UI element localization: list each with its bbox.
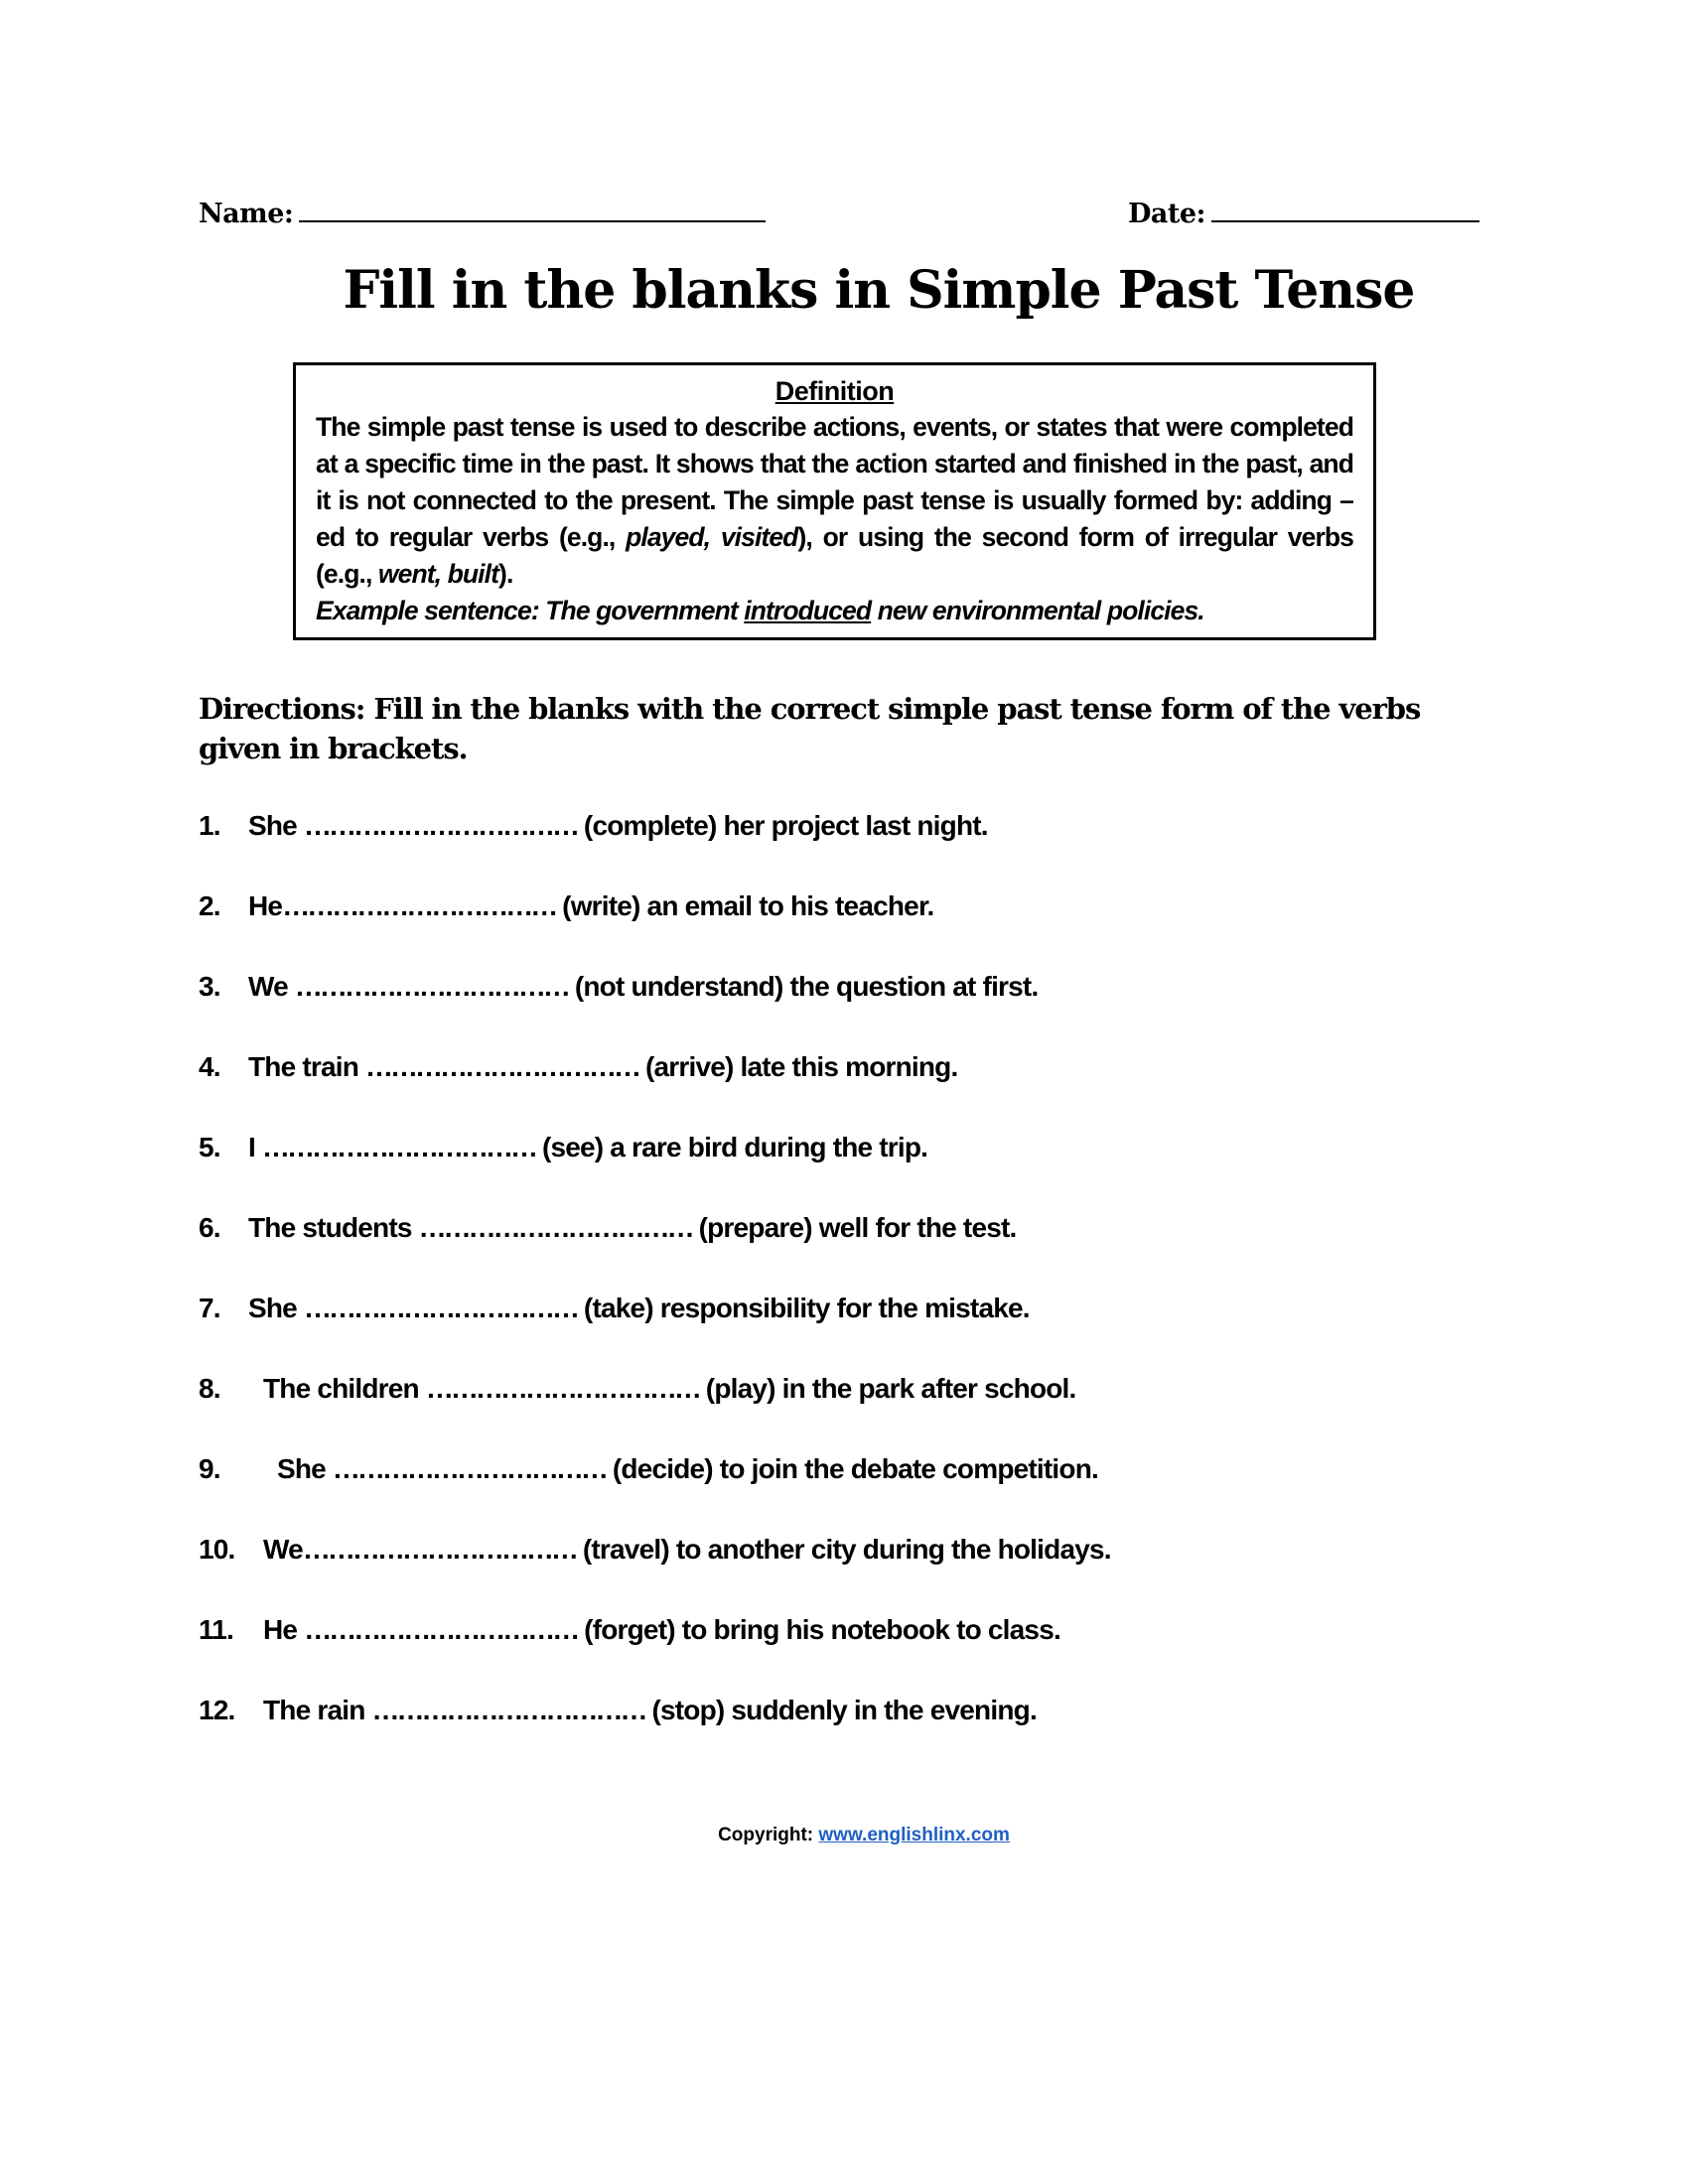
item-subject: He bbox=[263, 1614, 305, 1645]
directions: Directions: Fill in the blanks with the correct simple past tense form of the verbs given in brackets. bbox=[199, 692, 1421, 765]
definition-heading: Definition bbox=[774, 376, 895, 406]
answer-blank[interactable]: …………………………… bbox=[371, 1695, 645, 1725]
item-number: 5. bbox=[199, 1132, 220, 1162]
answer-blank[interactable]: …………………………… bbox=[425, 1373, 699, 1404]
copyright-footer bbox=[0, 1825, 1688, 1846]
exercise-list bbox=[199, 806, 1489, 1771]
page-title: Fill in the blanks in Simple Past Tense bbox=[343, 260, 1415, 321]
item-subject: She bbox=[263, 1453, 333, 1484]
item-number: 2. bbox=[199, 890, 220, 921]
item-number: 7. bbox=[199, 1293, 220, 1323]
example-prefix: Example sentence: The government bbox=[316, 596, 745, 625]
definition-text bbox=[316, 409, 1353, 593]
item-number: 11. bbox=[199, 1614, 233, 1645]
definition-text-part: The simple past tense is used to describe actions, events, or states that were completed at a specific time in the past. It shows that the action started and finished in the past, and it is not connected to the present. The simple past tense is usually formed by: adding –ed to regular verbs (e.g., bbox=[316, 412, 1353, 552]
item-number: 3. bbox=[199, 971, 220, 1002]
answer-blank[interactable]: …………………………… bbox=[282, 890, 556, 921]
exercise-item bbox=[199, 1128, 1489, 1208]
item-number: 4. bbox=[199, 1051, 220, 1082]
example-suffix: new environmental policies. bbox=[871, 596, 1204, 625]
item-subject: The children bbox=[256, 1373, 426, 1404]
item-subject: She bbox=[248, 810, 304, 841]
item-verb-clause: (see) a rare bird during the trip. bbox=[534, 1132, 928, 1162]
date-label: Date: bbox=[1128, 199, 1206, 229]
item-subject: The rain bbox=[263, 1695, 372, 1725]
item-verb-clause: (not understand) the question at first. bbox=[567, 971, 1039, 1002]
item-verb-clause: (arrive) late this morning. bbox=[638, 1051, 958, 1082]
answer-blank[interactable]: …………………………… bbox=[365, 1051, 639, 1082]
definition-text-part: ), or using the second form of irregular verbs (e.g., bbox=[316, 522, 1353, 589]
item-number: 1. bbox=[199, 810, 220, 841]
exercise-item bbox=[199, 1289, 1489, 1369]
answer-blank[interactable]: …………………………… bbox=[303, 810, 577, 841]
exercise-item bbox=[199, 1449, 1489, 1530]
exercise-item bbox=[199, 887, 1489, 967]
item-subject: We bbox=[248, 971, 295, 1002]
exercise-item bbox=[199, 1208, 1489, 1289]
exercise-item bbox=[199, 1369, 1489, 1449]
date-blank-line[interactable] bbox=[1211, 197, 1479, 222]
item-subject: We bbox=[263, 1534, 303, 1565]
exercise-item bbox=[199, 967, 1489, 1047]
exercise-item bbox=[199, 1610, 1489, 1691]
item-verb-clause: (forget) to bring his notebook to class. bbox=[577, 1614, 1060, 1645]
item-subject: He bbox=[248, 890, 283, 921]
item-verb-clause: (travel) to another city during the holidays. bbox=[575, 1534, 1111, 1565]
answer-blank[interactable]: …………………………… bbox=[294, 971, 568, 1002]
irregular-verb-examples: went, built bbox=[377, 559, 499, 589]
item-subject: The students bbox=[248, 1212, 419, 1243]
item-number: 12. bbox=[199, 1695, 235, 1725]
item-subject: I bbox=[248, 1132, 262, 1162]
name-blank-line[interactable] bbox=[299, 197, 766, 222]
item-verb-clause: (decide) to join the debate competition. bbox=[605, 1453, 1099, 1484]
definition-text-part: ). bbox=[498, 559, 513, 589]
regular-verb-examples: played, visited bbox=[626, 522, 798, 552]
item-number: 8. bbox=[199, 1373, 220, 1404]
exercise-item bbox=[199, 806, 1489, 887]
item-verb-clause: (stop) suddenly in the evening. bbox=[644, 1695, 1037, 1725]
answer-blank[interactable]: …………………………… bbox=[261, 1132, 535, 1162]
name-field[interactable] bbox=[199, 197, 766, 229]
example-verb: introduced bbox=[744, 596, 872, 625]
header-row bbox=[199, 197, 1479, 236]
answer-blank[interactable]: …………………………… bbox=[304, 1614, 578, 1645]
item-verb-clause: (complete) her project last night. bbox=[576, 810, 988, 841]
exercise-item bbox=[199, 1530, 1489, 1610]
item-subject: The train bbox=[248, 1051, 366, 1082]
example-sentence bbox=[316, 593, 1353, 629]
answer-blank[interactable]: …………………………… bbox=[303, 1293, 577, 1323]
item-number: 10. bbox=[199, 1534, 235, 1565]
date-field[interactable] bbox=[1128, 197, 1479, 229]
name-label: Name: bbox=[199, 199, 294, 229]
answer-blank[interactable]: …………………………… bbox=[332, 1453, 606, 1484]
item-number: 9. bbox=[199, 1453, 220, 1484]
englishlinx-link[interactable]: www.englishlinx.com bbox=[818, 1825, 1010, 1845]
exercise-item bbox=[199, 1047, 1489, 1128]
item-verb-clause: (write) an email to his teacher. bbox=[555, 890, 934, 921]
copyright-label: Copyright: bbox=[718, 1825, 819, 1845]
definition-box bbox=[293, 362, 1376, 640]
exercise-item bbox=[199, 1691, 1489, 1771]
answer-blank[interactable]: …………………………… bbox=[302, 1534, 576, 1565]
item-verb-clause: (prepare) well for the test. bbox=[691, 1212, 1017, 1243]
answer-blank[interactable]: …………………………… bbox=[418, 1212, 692, 1243]
item-number: 6. bbox=[199, 1212, 220, 1243]
item-subject: She bbox=[248, 1293, 304, 1323]
item-verb-clause: (play) in the park after school. bbox=[698, 1373, 1076, 1404]
item-verb-clause: (take) responsibility for the mistake. bbox=[576, 1293, 1030, 1323]
